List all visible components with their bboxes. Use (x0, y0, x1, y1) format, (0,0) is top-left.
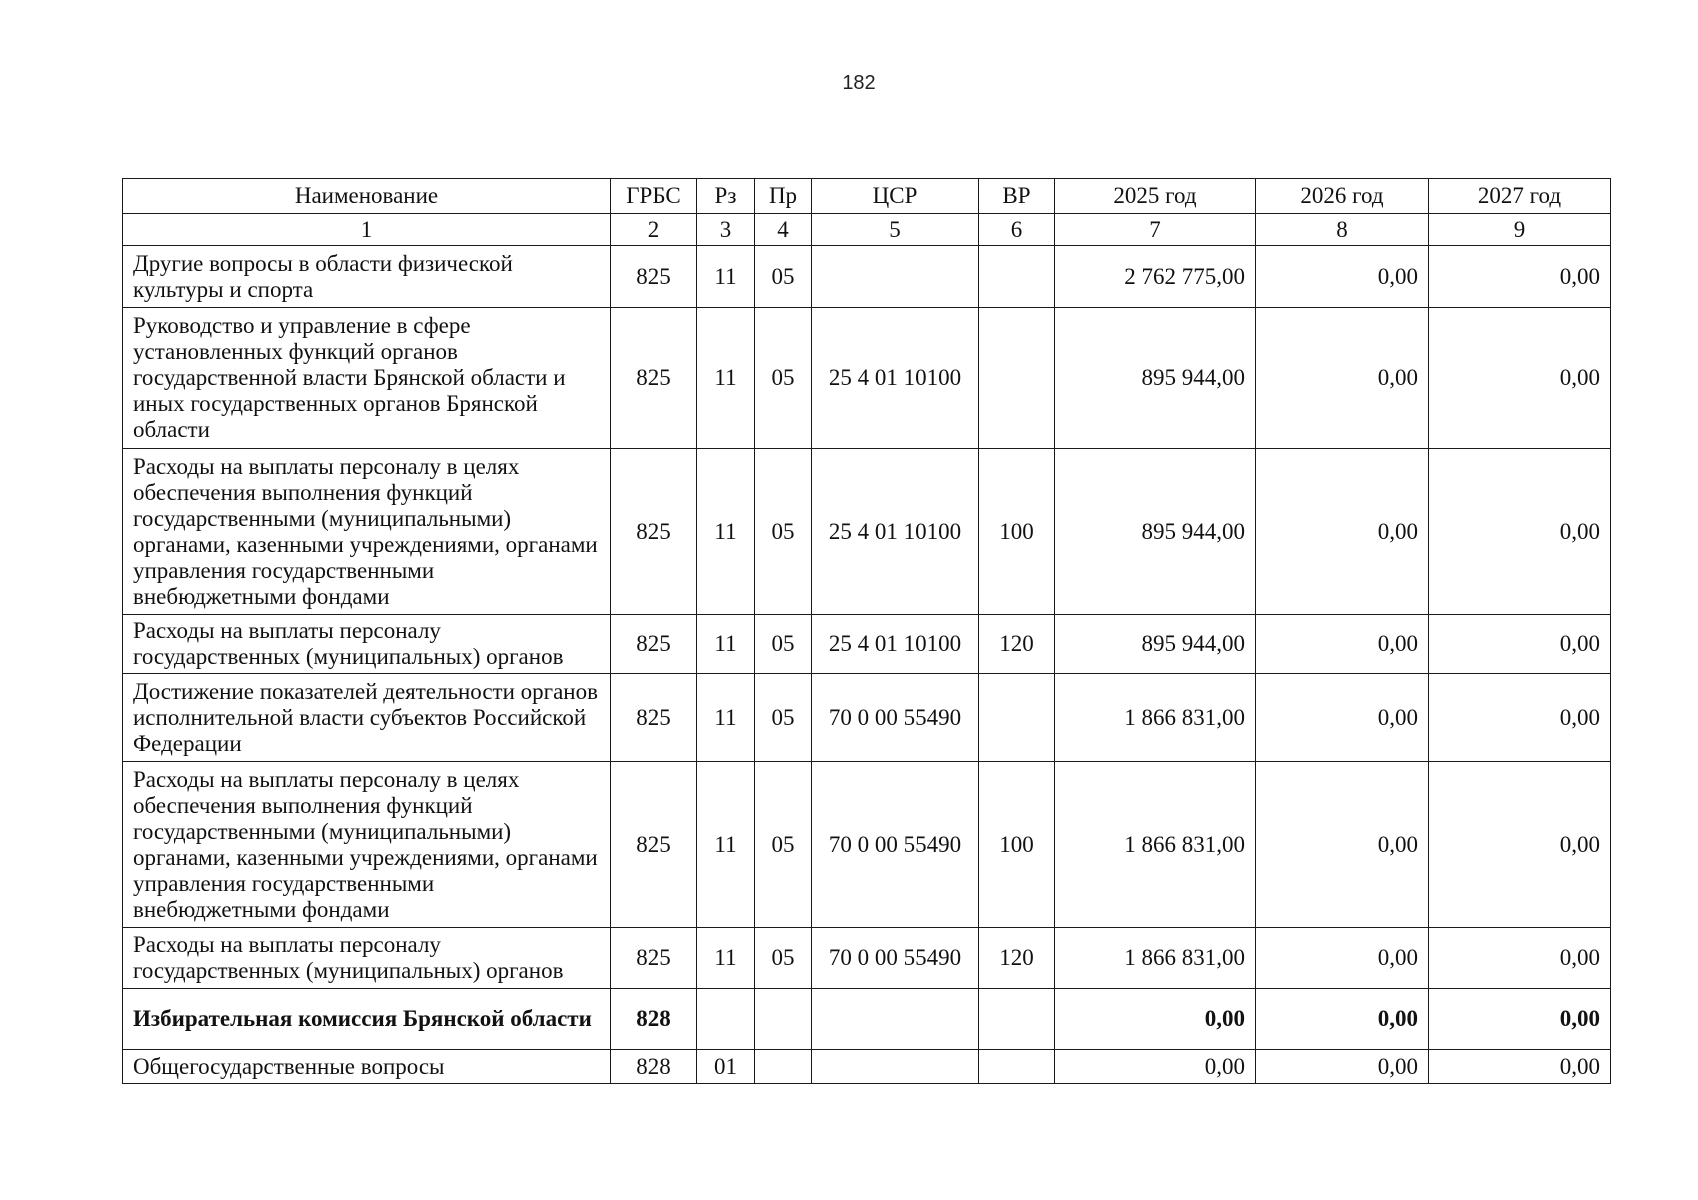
header-pr: Пр (755, 179, 812, 214)
table-row (123, 308, 1611, 449)
row-amount-2025: 1 866 831,00 (1055, 674, 1256, 762)
budget-table (122, 178, 1611, 1084)
row-csr: 25 4 01 10100 (812, 615, 979, 674)
row-amount-2025: 1 866 831,00 (1055, 762, 1256, 928)
row-grbs: 828 (611, 1050, 697, 1084)
table-row (123, 928, 1611, 989)
row-amount-2027: 0,00 (1429, 928, 1611, 989)
row-amount-2027: 0,00 (1429, 1050, 1611, 1084)
row-amount-2027: 0,00 (1429, 308, 1611, 449)
row-pr: 05 (755, 308, 812, 449)
row-csr: 70 0 00 55490 (812, 762, 979, 928)
row-name: Расходы на выплаты персоналу государственных (муниципальных) органов (123, 615, 611, 674)
column-number-row (123, 214, 1611, 246)
column-number: 3 (697, 214, 755, 246)
row-pr: 05 (755, 762, 812, 928)
row-vr: 100 (979, 449, 1055, 615)
row-vr: 120 (979, 928, 1055, 989)
row-grbs: 828 (611, 989, 697, 1050)
column-number: 6 (979, 214, 1055, 246)
row-name: Другие вопросы в области физической культуры и спорта (123, 246, 611, 308)
row-csr (812, 1050, 979, 1084)
header-2027: 2027 год (1429, 179, 1611, 214)
column-number: 1 (123, 214, 611, 246)
row-amount-2027: 0,00 (1429, 449, 1611, 615)
row-grbs: 825 (611, 246, 697, 308)
header-2026: 2026 год (1256, 179, 1429, 214)
row-pr: 05 (755, 928, 812, 989)
row-rz: 11 (697, 674, 755, 762)
row-name: Достижение показателей деятельности органов исполнительной власти субъектов Российской Федерации (123, 674, 611, 762)
row-amount-2026: 0,00 (1256, 308, 1429, 449)
row-rz: 11 (697, 308, 755, 449)
table-row (123, 615, 1611, 674)
header-name: Наименование (123, 179, 611, 214)
row-amount-2025: 0,00 (1055, 989, 1256, 1050)
table-row (123, 762, 1611, 928)
row-amount-2026: 0,00 (1256, 1050, 1429, 1084)
row-amount-2027: 0,00 (1429, 246, 1611, 308)
column-number: 8 (1256, 214, 1429, 246)
row-vr (979, 246, 1055, 308)
row-rz: 11 (697, 449, 755, 615)
row-name: Избирательная комиссия Брянской области (123, 989, 611, 1050)
column-number: 5 (812, 214, 979, 246)
row-grbs: 825 (611, 308, 697, 449)
row-rz: 11 (697, 928, 755, 989)
header-2025: 2025 год (1055, 179, 1256, 214)
table-row (123, 246, 1611, 308)
row-csr (812, 246, 979, 308)
row-vr (979, 308, 1055, 449)
row-amount-2026: 0,00 (1256, 928, 1429, 989)
row-amount-2025: 1 866 831,00 (1055, 928, 1256, 989)
row-amount-2026: 0,00 (1256, 674, 1429, 762)
header-rz: Рз (697, 179, 755, 214)
row-vr (979, 989, 1055, 1050)
column-number: 7 (1055, 214, 1256, 246)
row-pr: 05 (755, 615, 812, 674)
row-name: Руководство и управление в сфере установленных функций органов государственной власти Брянской области и иных государственных органов Брянской области (123, 308, 611, 449)
table-row (123, 1050, 1611, 1084)
row-grbs: 825 (611, 928, 697, 989)
row-amount-2026: 0,00 (1256, 449, 1429, 615)
column-number: 9 (1429, 214, 1611, 246)
column-number: 2 (611, 214, 697, 246)
column-number: 4 (755, 214, 812, 246)
row-pr: 05 (755, 246, 812, 308)
header-vr: ВР (979, 179, 1055, 214)
row-vr: 120 (979, 615, 1055, 674)
row-amount-2026: 0,00 (1256, 762, 1429, 928)
row-amount-2027: 0,00 (1429, 615, 1611, 674)
row-vr (979, 1050, 1055, 1084)
row-name: Общегосударственные вопросы (123, 1050, 611, 1084)
table-row (123, 989, 1611, 1050)
row-vr (979, 674, 1055, 762)
header-csr: ЦСР (812, 179, 979, 214)
row-name: Расходы на выплаты персоналу государственных (муниципальных) органов (123, 928, 611, 989)
row-grbs: 825 (611, 449, 697, 615)
row-pr (755, 1050, 812, 1084)
page-number: 182 (842, 72, 876, 94)
row-amount-2027: 0,00 (1429, 674, 1611, 762)
row-pr (755, 989, 812, 1050)
row-amount-2025: 0,00 (1055, 1050, 1256, 1084)
row-amount-2027: 0,00 (1429, 989, 1611, 1050)
row-rz: 11 (697, 246, 755, 308)
row-name: Расходы на выплаты персоналу в целях обеспечения выполнения функций государственными (муниципальными) органами, казенными учреждениями, органами управления государственными внебюджетными фондами (123, 762, 611, 928)
row-amount-2026: 0,00 (1256, 246, 1429, 308)
row-name: Расходы на выплаты персоналу в целях обеспечения выполнения функций государственными (муниципальными) органами, казенными учреждениями, органами управления государственными внебюджетными фондами (123, 449, 611, 615)
row-csr: 70 0 00 55490 (812, 674, 979, 762)
table-row (123, 449, 1611, 615)
table-row (123, 674, 1611, 762)
row-rz: 11 (697, 615, 755, 674)
row-amount-2025: 895 944,00 (1055, 449, 1256, 615)
header-grbs: ГРБС (611, 179, 697, 214)
row-csr: 25 4 01 10100 (812, 308, 979, 449)
row-amount-2025: 2 762 775,00 (1055, 246, 1256, 308)
row-csr: 25 4 01 10100 (812, 449, 979, 615)
row-grbs: 825 (611, 674, 697, 762)
row-vr: 100 (979, 762, 1055, 928)
row-amount-2027: 0,00 (1429, 762, 1611, 928)
row-csr: 70 0 00 55490 (812, 928, 979, 989)
row-amount-2025: 895 944,00 (1055, 308, 1256, 449)
row-grbs: 825 (611, 615, 697, 674)
row-pr: 05 (755, 449, 812, 615)
row-amount-2026: 0,00 (1256, 989, 1429, 1050)
row-rz (697, 989, 755, 1050)
header-row (123, 179, 1611, 214)
row-csr (812, 989, 979, 1050)
row-grbs: 825 (611, 762, 697, 928)
row-amount-2026: 0,00 (1256, 615, 1429, 674)
row-rz: 01 (697, 1050, 755, 1084)
row-amount-2025: 895 944,00 (1055, 615, 1256, 674)
row-rz: 11 (697, 762, 755, 928)
row-pr: 05 (755, 674, 812, 762)
